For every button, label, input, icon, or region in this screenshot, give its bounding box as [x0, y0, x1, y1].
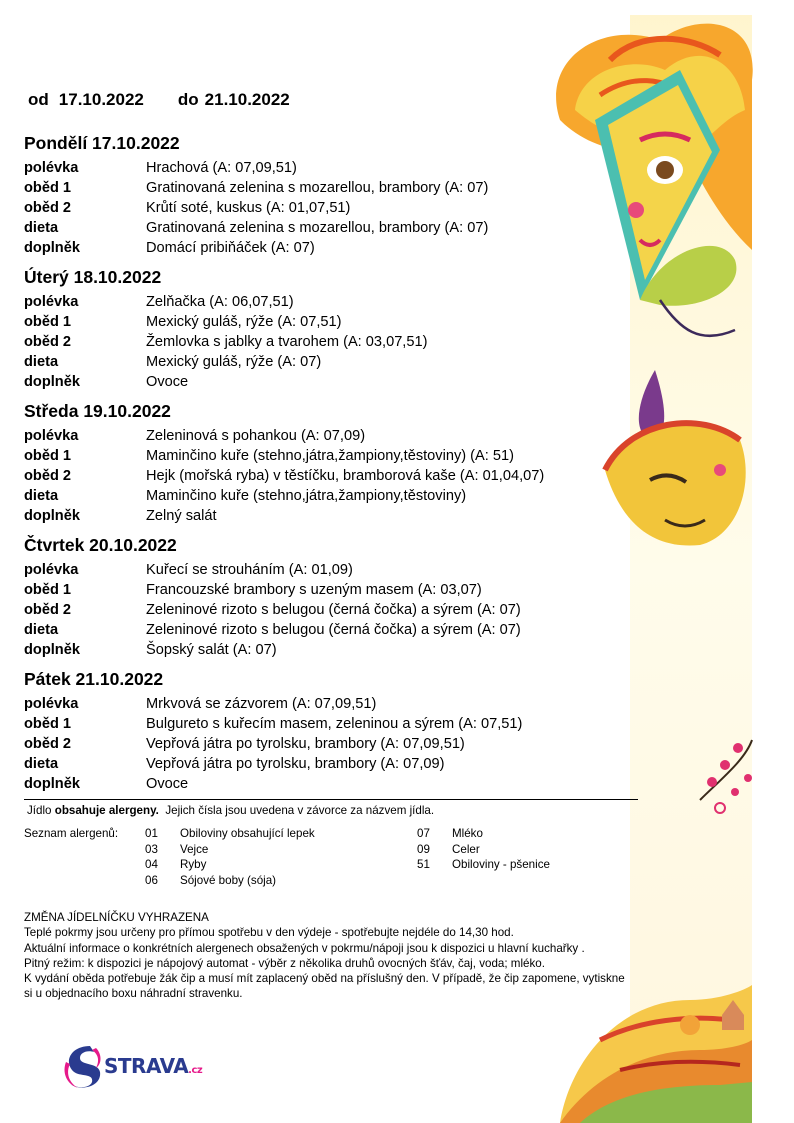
meal-label: polévka [24, 696, 79, 712]
meal-row [24, 332, 584, 352]
meal-label: polévka [24, 160, 79, 176]
mask-face-illustration [605, 423, 746, 545]
meal-label: dieta [24, 622, 59, 638]
landscape-illustration [560, 985, 752, 1123]
meal-row [24, 580, 584, 600]
meal-row [24, 466, 584, 486]
meal-dish: Kuřecí se strouháním (A: 01,09) [146, 562, 353, 578]
meal-label: oběd 2 [24, 736, 72, 752]
strava-logo [60, 1042, 202, 1090]
allergen-item [417, 857, 550, 873]
meal-row [24, 426, 584, 446]
meal-label: dieta [24, 756, 59, 772]
menu-period [28, 90, 290, 110]
meal-label: oběd 1 [24, 448, 72, 464]
day-monday [24, 130, 584, 258]
meal-row [24, 178, 584, 198]
meal-dish: Bulgureto s kuřecím masem, zeleninou a sýrem (A: 07,51) [146, 716, 523, 732]
meal-dish: Hejk (mořská ryba) v těstíčku, bramborová kaše (A: 01,04,07) [146, 468, 545, 484]
allergens-note-suffix: Jejich čísla jsou uvedena v závorce za názvem jídla. [165, 804, 435, 817]
day-title: Pondělí 17.10.2022 [24, 133, 180, 153]
meal-label: polévka [24, 562, 79, 578]
allergen-name: Celer [452, 842, 480, 856]
meal-label: oběd 2 [24, 602, 72, 618]
meal-row [24, 620, 584, 640]
allergen-item [145, 857, 315, 873]
meal-dish: Šopský salát (A: 07) [146, 642, 277, 658]
green-wing-illustration [640, 246, 736, 306]
allergen-item [145, 842, 315, 858]
meal-row [24, 352, 584, 372]
meal-label: polévka [24, 294, 79, 310]
meal-dish: Zelňačka (A: 06,07,51) [146, 294, 294, 310]
meal-row [24, 506, 584, 526]
flame-hair-illustration [556, 24, 753, 250]
allergen-item [145, 873, 315, 889]
meal-label: oběd 1 [24, 180, 72, 196]
meal-row [24, 754, 584, 774]
meal-row [24, 560, 584, 580]
meal-label: oběd 2 [24, 334, 72, 350]
strava-logo-word: STRAVA [104, 1054, 189, 1078]
meal-dish: Maminčino kuře (stehno,játra,žampiony,těstoviny) [146, 488, 467, 504]
meal-row [24, 446, 584, 466]
period-from-date: 17.10.2022 [58, 90, 144, 109]
footer-line: Pitný režim: k dispozici je nápojový automat - výběr z několika druhů ovocných šťáv, čaj, voda; mléko. [24, 956, 545, 970]
allergen-code: 51 [417, 858, 430, 871]
meal-dish: Domácí pribiňáček (A: 07) [146, 240, 315, 256]
allergen-item [417, 826, 550, 842]
meal-label: doplněk [24, 374, 80, 390]
meal-dish: Krůtí soté, kuskus (A: 01,07,51) [146, 200, 351, 216]
meal-dish: Ovoce [146, 374, 189, 390]
meal-row [24, 312, 584, 332]
meal-label: dieta [24, 488, 59, 504]
meal-label: dieta [24, 354, 59, 370]
allergens-column-1 [145, 826, 315, 888]
day-title: Čtvrtek 20.10.2022 [24, 535, 177, 555]
meal-row [24, 372, 584, 392]
day-title: Středa 19.10.2022 [24, 401, 171, 421]
meal-row [24, 486, 584, 506]
meal-row [24, 238, 584, 258]
meal-dish: Maminčino kuře (stehno,játra,žampiony,těstoviny) (A: 51) [146, 448, 514, 464]
period-to-date: 21.10.2022 [204, 90, 290, 109]
meal-label: dieta [24, 220, 59, 236]
day-wednesday [24, 398, 584, 526]
meal-row [24, 600, 584, 620]
meal-dish: Francouzské brambory s uzeným masem (A: 03,07) [146, 582, 482, 598]
allergens-note-bold: obsahuje alergeny. [54, 804, 159, 817]
meal-dish: Vepřová játra po tyrolsku, brambory (A: 07,09,51) [146, 736, 465, 752]
strava-logo-icon [60, 1042, 104, 1090]
footer-notes [24, 910, 636, 1002]
meal-dish: Hrachová (A: 07,09,51) [146, 160, 297, 176]
allergen-code: 06 [145, 873, 158, 887]
meal-row [24, 714, 584, 734]
meal-dish: Zelný salát [146, 508, 217, 524]
meal-row [24, 694, 584, 714]
allergen-code: 01 [145, 827, 158, 840]
meal-dish: Ovoce [146, 776, 189, 792]
meal-dish: Zeleninová s pohankou (A: 07,09) [146, 428, 366, 444]
kite-face-illustration [595, 70, 720, 300]
meal-row [24, 158, 584, 178]
day-title: Úterý 18.10.2022 [24, 267, 162, 287]
allergens-note [27, 803, 434, 818]
strava-logo-suffix: .cz [188, 1065, 203, 1076]
meal-row [24, 198, 584, 218]
period-from-label: od [28, 90, 49, 109]
meal-row [24, 292, 584, 312]
meal-label: doplněk [24, 508, 80, 524]
allergen-name: Sójové boby (sója) [180, 873, 277, 887]
allergen-code: 09 [417, 842, 430, 856]
meal-row [24, 640, 584, 660]
meal-label: oběd 2 [24, 468, 72, 484]
allergen-name: Mléko [452, 827, 483, 840]
meal-dish: Žemlovka s jablky a tvarohem (A: 03,07,51) [146, 334, 428, 350]
footer-heading: ZMĚNA JÍDELNÍČKU VYHRAZENA [24, 911, 209, 924]
meal-label: oběd 1 [24, 314, 72, 330]
weekly-menu [24, 130, 584, 800]
meal-dish: Zeleninové rizoto s belugou (černá čočka) a sýrem (A: 07) [146, 622, 521, 638]
meal-dish: Mrkvová se zázvorem (A: 07,09,51) [146, 696, 377, 712]
period-to-label: do [177, 90, 199, 109]
pink-flowers-illustration [700, 740, 752, 813]
meal-dish: Mexický guláš, rýže (A: 07,51) [146, 314, 342, 330]
meal-label: oběd 1 [24, 582, 72, 598]
meal-dish: Gratinovaná zelenina s mozarellou, brambory (A: 07) [146, 180, 489, 196]
allergen-code: 07 [417, 827, 430, 840]
divider-line [24, 799, 638, 800]
meal-row [24, 734, 584, 754]
meal-label: polévka [24, 428, 79, 444]
meal-label: doplněk [24, 776, 80, 792]
allergens-label: Seznam alergenů: [24, 827, 119, 840]
meal-row [24, 774, 584, 794]
meal-label: oběd 2 [24, 200, 72, 216]
meal-dish: Gratinovaná zelenina s mozarellou, brambory (A: 07) [146, 220, 489, 236]
meal-row [24, 218, 584, 238]
allergen-code: 03 [145, 842, 158, 856]
allergen-code: 04 [145, 858, 158, 871]
allergens-note-prefix: Jídlo [27, 804, 52, 817]
meal-label: doplněk [24, 642, 80, 658]
allergen-name: Ryby [180, 858, 207, 871]
allergen-name: Obiloviny obsahující lepek [180, 827, 315, 840]
allergen-item [417, 842, 550, 858]
footer-line: Aktuální informace o konkrétních alergenech obsažených v pokrmu/nápoji jsou k dispozici u hlavní kuchařky . [24, 941, 585, 955]
allergens-column-2 [417, 826, 550, 873]
day-title: Pátek 21.10.2022 [24, 669, 164, 689]
footer-line: K vydání oběda potřebuje žák čip a musí mít zaplacený oběd na příslušný den. V případě, že čip zapomene, vytiskne si u objednacího boxu náhradní stravenku. [24, 972, 625, 1001]
purple-drop-illustration [639, 370, 664, 440]
day-thursday [24, 532, 584, 660]
meal-label: doplněk [24, 240, 80, 256]
strava-logo-text [104, 1054, 202, 1078]
meal-dish: Vepřová játra po tyrolsku, brambory (A: 07,09) [146, 756, 445, 772]
allergen-name: Vejce [180, 842, 209, 856]
footer-line: Teplé pokrmy jsou určeny pro přímou spotřebu v den výdeje - spotřebujte nejdéle do 14,30 hod. [24, 926, 514, 940]
meal-dish: Zeleninové rizoto s belugou (černá čočka) a sýrem (A: 07) [146, 602, 521, 618]
meal-dish: Mexický guláš, rýže (A: 07) [146, 354, 322, 370]
allergen-item [145, 826, 315, 842]
day-friday [24, 666, 584, 794]
meal-label: oběd 1 [24, 716, 72, 732]
day-tuesday [24, 264, 584, 392]
allergen-name: Obiloviny - pšenice [452, 858, 550, 871]
